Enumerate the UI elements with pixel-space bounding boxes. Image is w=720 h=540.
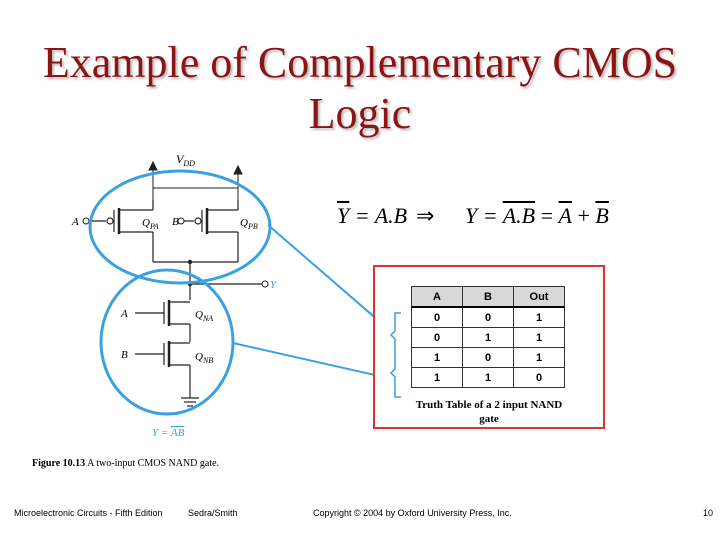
footer-copyright: Copyright © 2004 by Oxford University Press, Inc. [313,508,512,518]
table-cell: 1 [412,368,463,388]
equation-rhs-ab-bar: A.B [502,203,536,228]
input-a-nmos-label: A [121,308,128,320]
table-cell: 0 [412,307,463,328]
figure-caption-text: A two-input CMOS NAND gate. [85,458,220,469]
output-terminal [262,281,268,287]
input-a-terminal [83,218,89,224]
implies-symbol: ⇒ [416,203,435,228]
junction-dot [188,260,192,264]
truth-table-caption-line1: Truth Table of a 2 input NAND [415,399,563,411]
table-header-row [412,287,565,308]
qpb-label: $Q_{PB}$ [240,217,258,231]
nmos-connector-line [233,343,388,378]
table-cell: 1 [412,348,463,368]
nmos-qnb [135,341,199,406]
header-cell: Out [514,287,565,308]
output-expression-label: Y = AB [152,427,185,439]
nmos-highlight-ellipse [101,270,233,414]
footer-authors: Sedra/Smith [188,508,238,518]
equation-rhs-b-bar: B [595,203,609,228]
equation-rhs-y: Y = [465,203,503,228]
table-cell: 0 [412,328,463,348]
figure-caption [32,458,219,469]
header-cell: A [412,287,463,308]
table-cell: 1 [514,307,565,328]
table-row [412,307,565,328]
truth-table-panel [373,265,605,429]
table-cell: 0 [463,348,514,368]
input-b-nmos-label: B [121,349,128,361]
nand-equation-rhs [465,203,609,229]
nmos-qna [135,300,190,342]
table-cell: 1 [463,328,514,348]
pmos-qpa [88,200,153,262]
equation-rhs-eq: = [535,203,559,228]
figure-label: Figure 10.13 [32,458,86,469]
nand-equation-lhs [337,203,407,229]
qpa-label: $Q_{PA}$ [142,217,159,231]
table-row [412,328,565,348]
footer-page-number: 10 [703,508,714,518]
slide-title-line1: Example of Complementary CMOS [42,38,678,87]
qnb-label: $Q_{NB}$ [195,351,214,365]
input-b-pmos-label: B [172,216,179,228]
vdd-label: $V_{DD}$ [176,152,195,168]
truth-table [411,286,565,388]
table-row [412,348,565,368]
truth-table-caption-line2: gate [479,413,499,425]
table-cell: 0 [463,307,514,328]
qna-label: $Q_{NA}$ [195,309,214,323]
slide-title-line2: Logic [308,89,412,138]
table-cell: 0 [514,368,565,388]
equation-rhs-a-bar: A [558,203,572,228]
table-row [412,368,565,388]
equation-lhs-text: = A.B [349,203,408,228]
input-a-pmos-label: A [72,216,79,228]
equation-y-bar: Y [337,203,350,228]
equation-rhs-plus: + [571,203,596,228]
header-cell: B [463,287,514,308]
footer-book-title: Microelectronic Circuits - Fifth Edition [14,508,163,518]
table-cell: 1 [514,328,565,348]
input-b-terminal [178,218,184,224]
truth-table-caption [375,398,603,426]
table-cell: 1 [514,348,565,368]
output-y-label: Y [270,279,277,291]
table-cell: 1 [463,368,514,388]
